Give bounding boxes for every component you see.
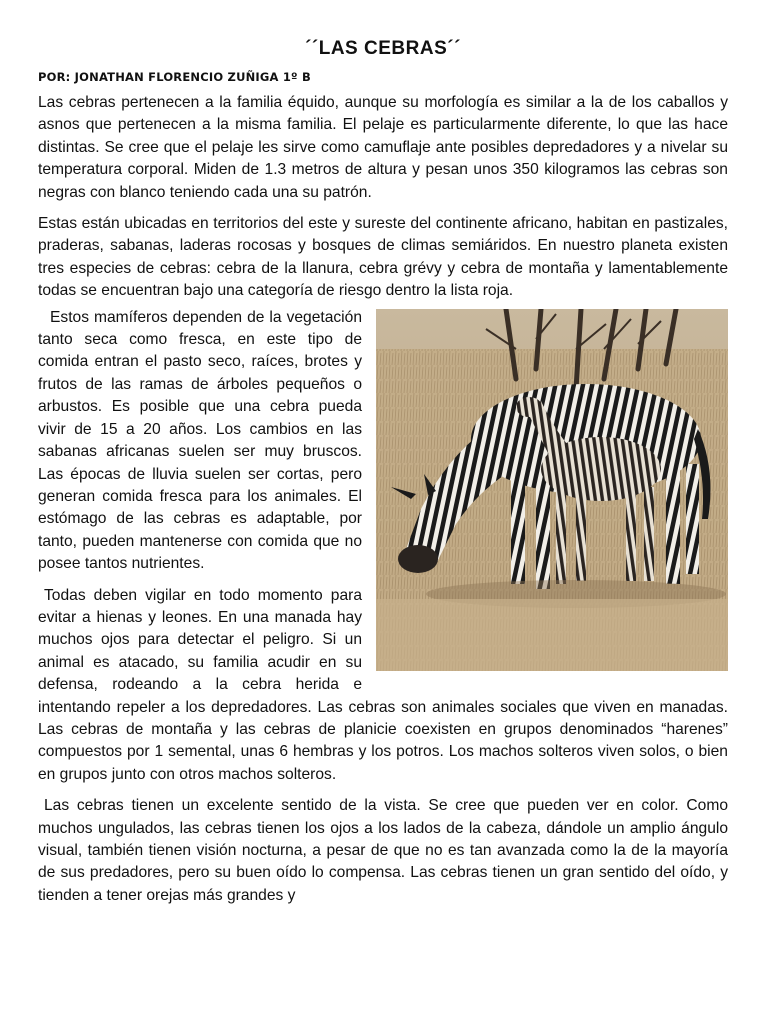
paragraph-3: Estos mamíferos dependen de la vegetación tanto seca como fresca, en este tipo de comida entran el pasto seco, raíces, brotes y frutos de las ramas de árboles pequeños o arbustos. Es posible que una cebra pueda vivir de 15 a 20 años. Los cambios en las sabanas africanas suelen ser muy bruscos. Las épocas de lluvia suelen ser cortas, pero generan comida fresca para los animales. El estómago de las cebras es adaptable, por tanto, pueden mantenerse con comida que no posee tantos nutrientes. [38, 308, 362, 573]
author-line: POR: JONATHAN FLORENCIO ZUÑIGA 1º B [38, 70, 311, 84]
paragraph-2: Estas están ubicadas en territorios del este y sureste del continente africano, habitan en pastizales, praderas, sabanas, laderas rocosas y bosques de climas semiáridos. En nuestro planeta existen tres especies de cebras: cebra de la llanura, cebra grévy y cebra de montaña y lamentablemente todas se encuentran bajo una categoría de riesgo dentro la lista roja. [38, 215, 728, 300]
paragraph-4: Todas deben vigilar en todo momento para evitar a hienas y leones. En una manada hay muchos ojos para detectar el peligro. Si un animal es atacado, su familia acudir en su defensa, rodeando a la cebra herida e intentando repeler a los depredadores. Las cebras son animales sociales que viven en manadas. Las cebras de montaña y las cebras de planicie coexisten en grupos denominados “harenes” compuestos por 1 semental, unas 6 hembras y los potros. Los machos solteros viven solos, o bien en grupos junto con otros machos solteros. [38, 586, 728, 783]
paragraph-1: Las cebras pertenecen a la familia équido, aunque su morfología es similar a la de los caballos y asnos que pertenecen a la misma familia. El pelaje es particularmente diferente, lo que las hace distintas. Se cree que el pelaje les sirve como camuflaje ante posibles depredadores y a nivelar su temperatura corporal. Miden de 1.3 metros de altura y pesan unos 350 kilogramos las cebras son negras con blanco teniendo cada una su patrón. [38, 94, 728, 201]
document-title: ´´LAS CEBRAS´´ [305, 38, 461, 59]
paragraph-5: Las cebras tienen un excelente sentido de la vista. Se cree que pueden ver en color. Como muchos ungulados, las cebras tienen los ojos a los lados de la cabeza, dándole un amplio ángulo visual, también tienen visión nocturna, a pesar de que no es tan avanzada como la de la mayoría de sus predadores, pero su buen oído lo compensa. Las cebras tienen un gran sentido del oído, y tienden a tener orejas más grandes y [38, 797, 728, 904]
zebra-photo [376, 309, 728, 671]
